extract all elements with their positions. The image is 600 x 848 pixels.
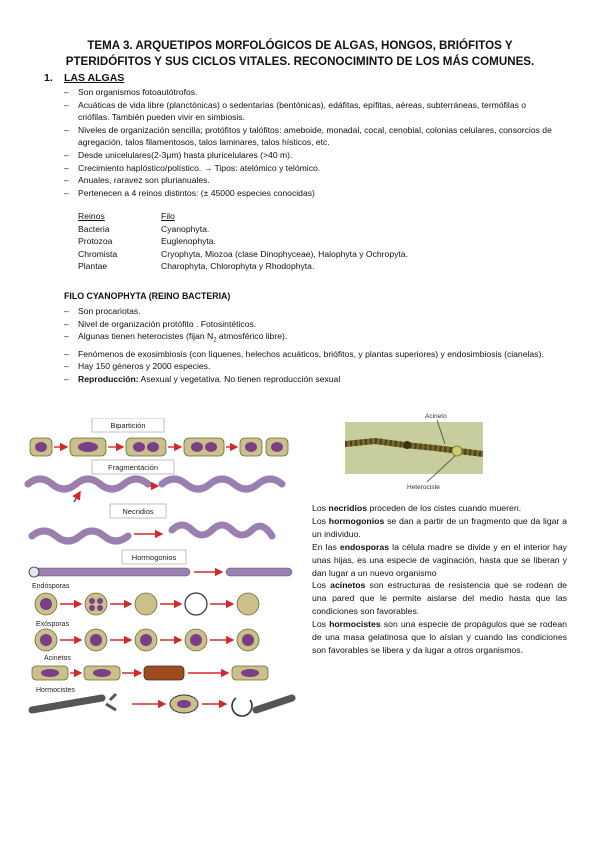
table-cell: Protozoa bbox=[78, 236, 113, 247]
list-item: – Acuáticas de vida libre (planctónicas) o sedentarias (bentónicas), edáfitas, epífitas, aéreas, subterráneas, termófilas o criófilas. También pueden vivir en simbiosis. bbox=[64, 99, 554, 124]
table-header-row bbox=[78, 210, 408, 223]
table-cell: Chromista bbox=[78, 248, 118, 259]
subscript: 2 bbox=[213, 337, 217, 344]
list-item: – Crecimiento haplóstico/polístico. → Tipos: atelómico y telómico. bbox=[64, 162, 554, 175]
biparticion-row bbox=[30, 418, 288, 456]
table-cell: Cryophyta, Miozoa (clase Dinophyceae), Halophyta y Ochropyta. bbox=[161, 248, 408, 259]
reproduction-descriptions bbox=[312, 502, 567, 657]
filo-heading: FILO CYANOPHYTA (REINO BACTERIA) bbox=[64, 291, 231, 301]
list-item: – Son procariotas. bbox=[64, 305, 554, 318]
list-item: – Niveles de organización sencilla; protófitos y talófitos: ameboide, monadal, cocal, cenobial, colonias celulares, consorcios de agregación, talos filamentosos, talos laminares, talos hísticos, etc. bbox=[64, 124, 554, 149]
table-row bbox=[78, 260, 408, 273]
paragraph-hormogonios: Los hormogonios se dan a partir de un fragmento que da ligar a un individuo. bbox=[312, 515, 567, 539]
section-heading bbox=[44, 72, 124, 84]
reproduction-diagram bbox=[22, 418, 302, 718]
table-cell: Euglenophyta. bbox=[161, 236, 216, 247]
label-hormocistes: Hormocistes bbox=[36, 687, 75, 694]
list-item bbox=[64, 330, 554, 347]
necridios-row bbox=[32, 504, 272, 541]
acinetos-row bbox=[32, 655, 268, 680]
algas-bullet-list bbox=[64, 86, 554, 199]
table-row bbox=[78, 248, 408, 261]
table-cell: Cyanophyta. bbox=[161, 223, 210, 234]
label-heterociste: Heterociste bbox=[407, 484, 440, 491]
list-item: – Anuales, raravez son plurianuales. bbox=[64, 174, 554, 187]
list-item: – Son organismos fotoautótrofos. bbox=[64, 86, 554, 99]
section-number: 1. bbox=[44, 72, 53, 84]
fragmentacion-row bbox=[28, 460, 282, 502]
title-line-2: PTERIDÓFITOS Y SUS CICLOS VITALES. RECONOCIMINTO DE LOS MÁS COMUNES. bbox=[65, 54, 535, 68]
table-cell: Plantae bbox=[78, 261, 108, 272]
list-item: – Nivel de organización protófito . Fotosintéticos. bbox=[64, 318, 554, 331]
endosporas-row bbox=[32, 583, 259, 615]
microscope-photo bbox=[345, 410, 483, 496]
label-hormogonios: Hormogonios bbox=[131, 553, 177, 562]
exosporas-row bbox=[35, 621, 259, 651]
list-item: – Fenómenos de exosimbiosis (con líquenes, helechos acuáticos, briófitos, y plantas superiores) y endosimbiosis (cianelas). bbox=[64, 348, 554, 361]
label-endosporas: Endósporas bbox=[32, 583, 70, 590]
bullet-label: Reproducción: bbox=[78, 373, 139, 384]
label-acineto: Acineto bbox=[425, 413, 447, 420]
table-cell: Bacteria bbox=[78, 223, 110, 234]
paragraph-acinetos: Los acinetos son estructuras de resistencia que se rodean de una pared que le permite aislarse del medio hasta que las condiciones son favorables. bbox=[312, 580, 567, 617]
hormogonios-row bbox=[29, 550, 292, 577]
table-row bbox=[78, 235, 408, 248]
list-item: – Desde unicelulares(2-3μm) hasta pluricelulares (>40 m). bbox=[64, 149, 554, 162]
table-header-reinos: Reinos bbox=[78, 211, 105, 221]
cyano-bullet-list bbox=[64, 305, 554, 385]
bullet-text: Asexual y vegetativa. No tienen reproducción sexual bbox=[138, 373, 341, 384]
list-item bbox=[64, 373, 554, 386]
bullet-text: Algunas tienen heterocistes (fijan N bbox=[78, 331, 214, 342]
label-necridios: Necridios bbox=[122, 507, 154, 516]
list-item: – Pertenecen a 4 reinos distintos: (± 45000 especies conocidas) bbox=[64, 187, 554, 200]
table-row bbox=[78, 223, 408, 236]
paragraph-necridios: Los necridios proceden de los cistes cuando mueren. bbox=[312, 503, 522, 513]
paragraph-hormocistes: Los hormocistes son una especie de propágulos que se rodean de una masa gelatinosa que lo aíslan y cuando las condiciones son favorables se libera y da lugar a otros organismos. bbox=[312, 619, 567, 655]
label-exosporas: Exósporas bbox=[36, 621, 70, 628]
bullet-text: atmosférico libre). bbox=[216, 331, 288, 342]
title-line-1: TEMA 3. ARQUETIPOS MORFOLÓGICOS DE ALGAS, HONGOS, BRIÓFITOS Y bbox=[87, 39, 513, 52]
label-biparticion: Bipartición bbox=[110, 421, 146, 430]
paragraph-endosporas: En las endosporas la célula madre se divide y en el interior hay unas hijas, es una especie de vaginación, hasta que se liberan y dan lugar a un nuevo organismo bbox=[312, 541, 567, 578]
hormocistes-row bbox=[32, 687, 292, 716]
reinos-table bbox=[78, 210, 408, 273]
document-title bbox=[60, 38, 540, 69]
label-fragmentacion: Fragmentación bbox=[107, 463, 159, 472]
table-header-filo: Filo bbox=[161, 211, 175, 221]
label-acinetos: Acinetos bbox=[44, 655, 71, 662]
table-cell: Charophyta, Chlorophyta y Rhodophyta. bbox=[161, 261, 315, 272]
list-item: – Hay 150 géneros y 2000 especies. bbox=[64, 360, 554, 373]
section-label: LAS ALGAS bbox=[64, 72, 125, 84]
